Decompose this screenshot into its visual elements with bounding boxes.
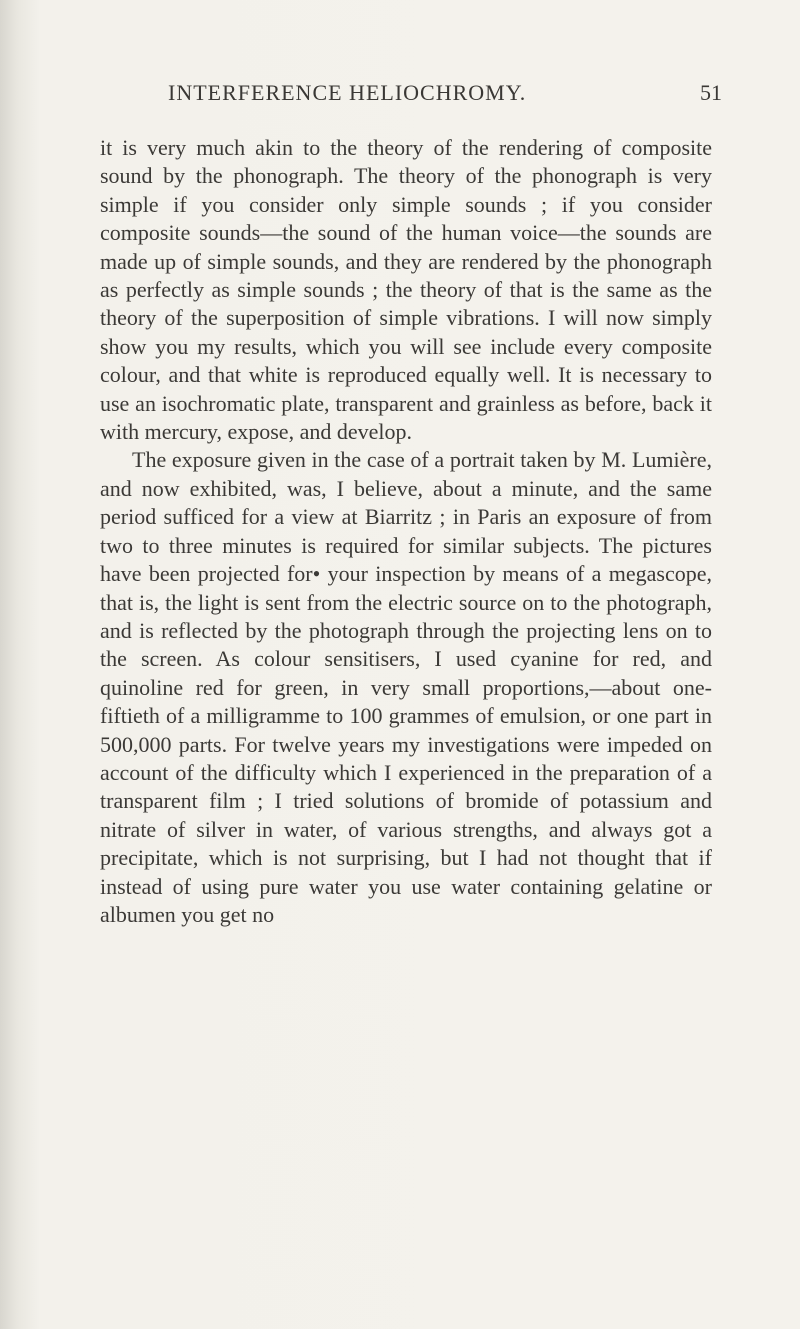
- paragraph-continued: it is very much akin to the theory of the rendering of composite sound by the phonograph. The theory of the phonograph is very simple if you consider only simple sounds ; if you consider composite sounds—the sound of the human voice—the sounds are made up of simple sounds, and they are rendered by the phonograph as perfectly as simple sounds ; the theory of that is the same as the theory of the superposition of simple vibrations. I will now simply show you my results, which you will see include every composite colour, and that white is reproduced equally well. It is necessary to use an isochromatic plate, transparent and grainless as before, back it with mercury, expose, and develop.: [100, 135, 712, 445]
- page-number: 51: [700, 80, 722, 105]
- paragraph-exposure: The exposure given in the case of a portrait taken by M. Lumière, and now exhibited, was, I believe, about a minute, and the same period sufficed for a view at Biarritz ; in Paris an exposure of from two to three minutes is required for similar subjects. The pictures have been projected for• your inspection by means of a megascope, that is, the light is sent from the electric source on to the photograph, and is reflected by the photograph through the projecting lens on to the screen. As colour sensitisers, I used cyanine for red, and quinoline red for green, in very small proportions,—about one-fiftieth of a milligramme to 100 grammes of emulsion, or one part in 500,000 parts. For twelve years my investigations were impeded on account of the difficulty which I experienced in the preparation of a transparent film ; I tried solutions of bromide of potassium and nitrate of silver in water, of various strengths, and always got a precipitate, which is not surprising, but I had not thought that if instead of using pure water you use water containing gelatine or albumen you get no: [100, 447, 712, 927]
- page-header: [0, 80, 800, 110]
- body-text: [100, 134, 712, 929]
- running-head: INTERFERENCE HELIOCHROMY.: [168, 80, 527, 105]
